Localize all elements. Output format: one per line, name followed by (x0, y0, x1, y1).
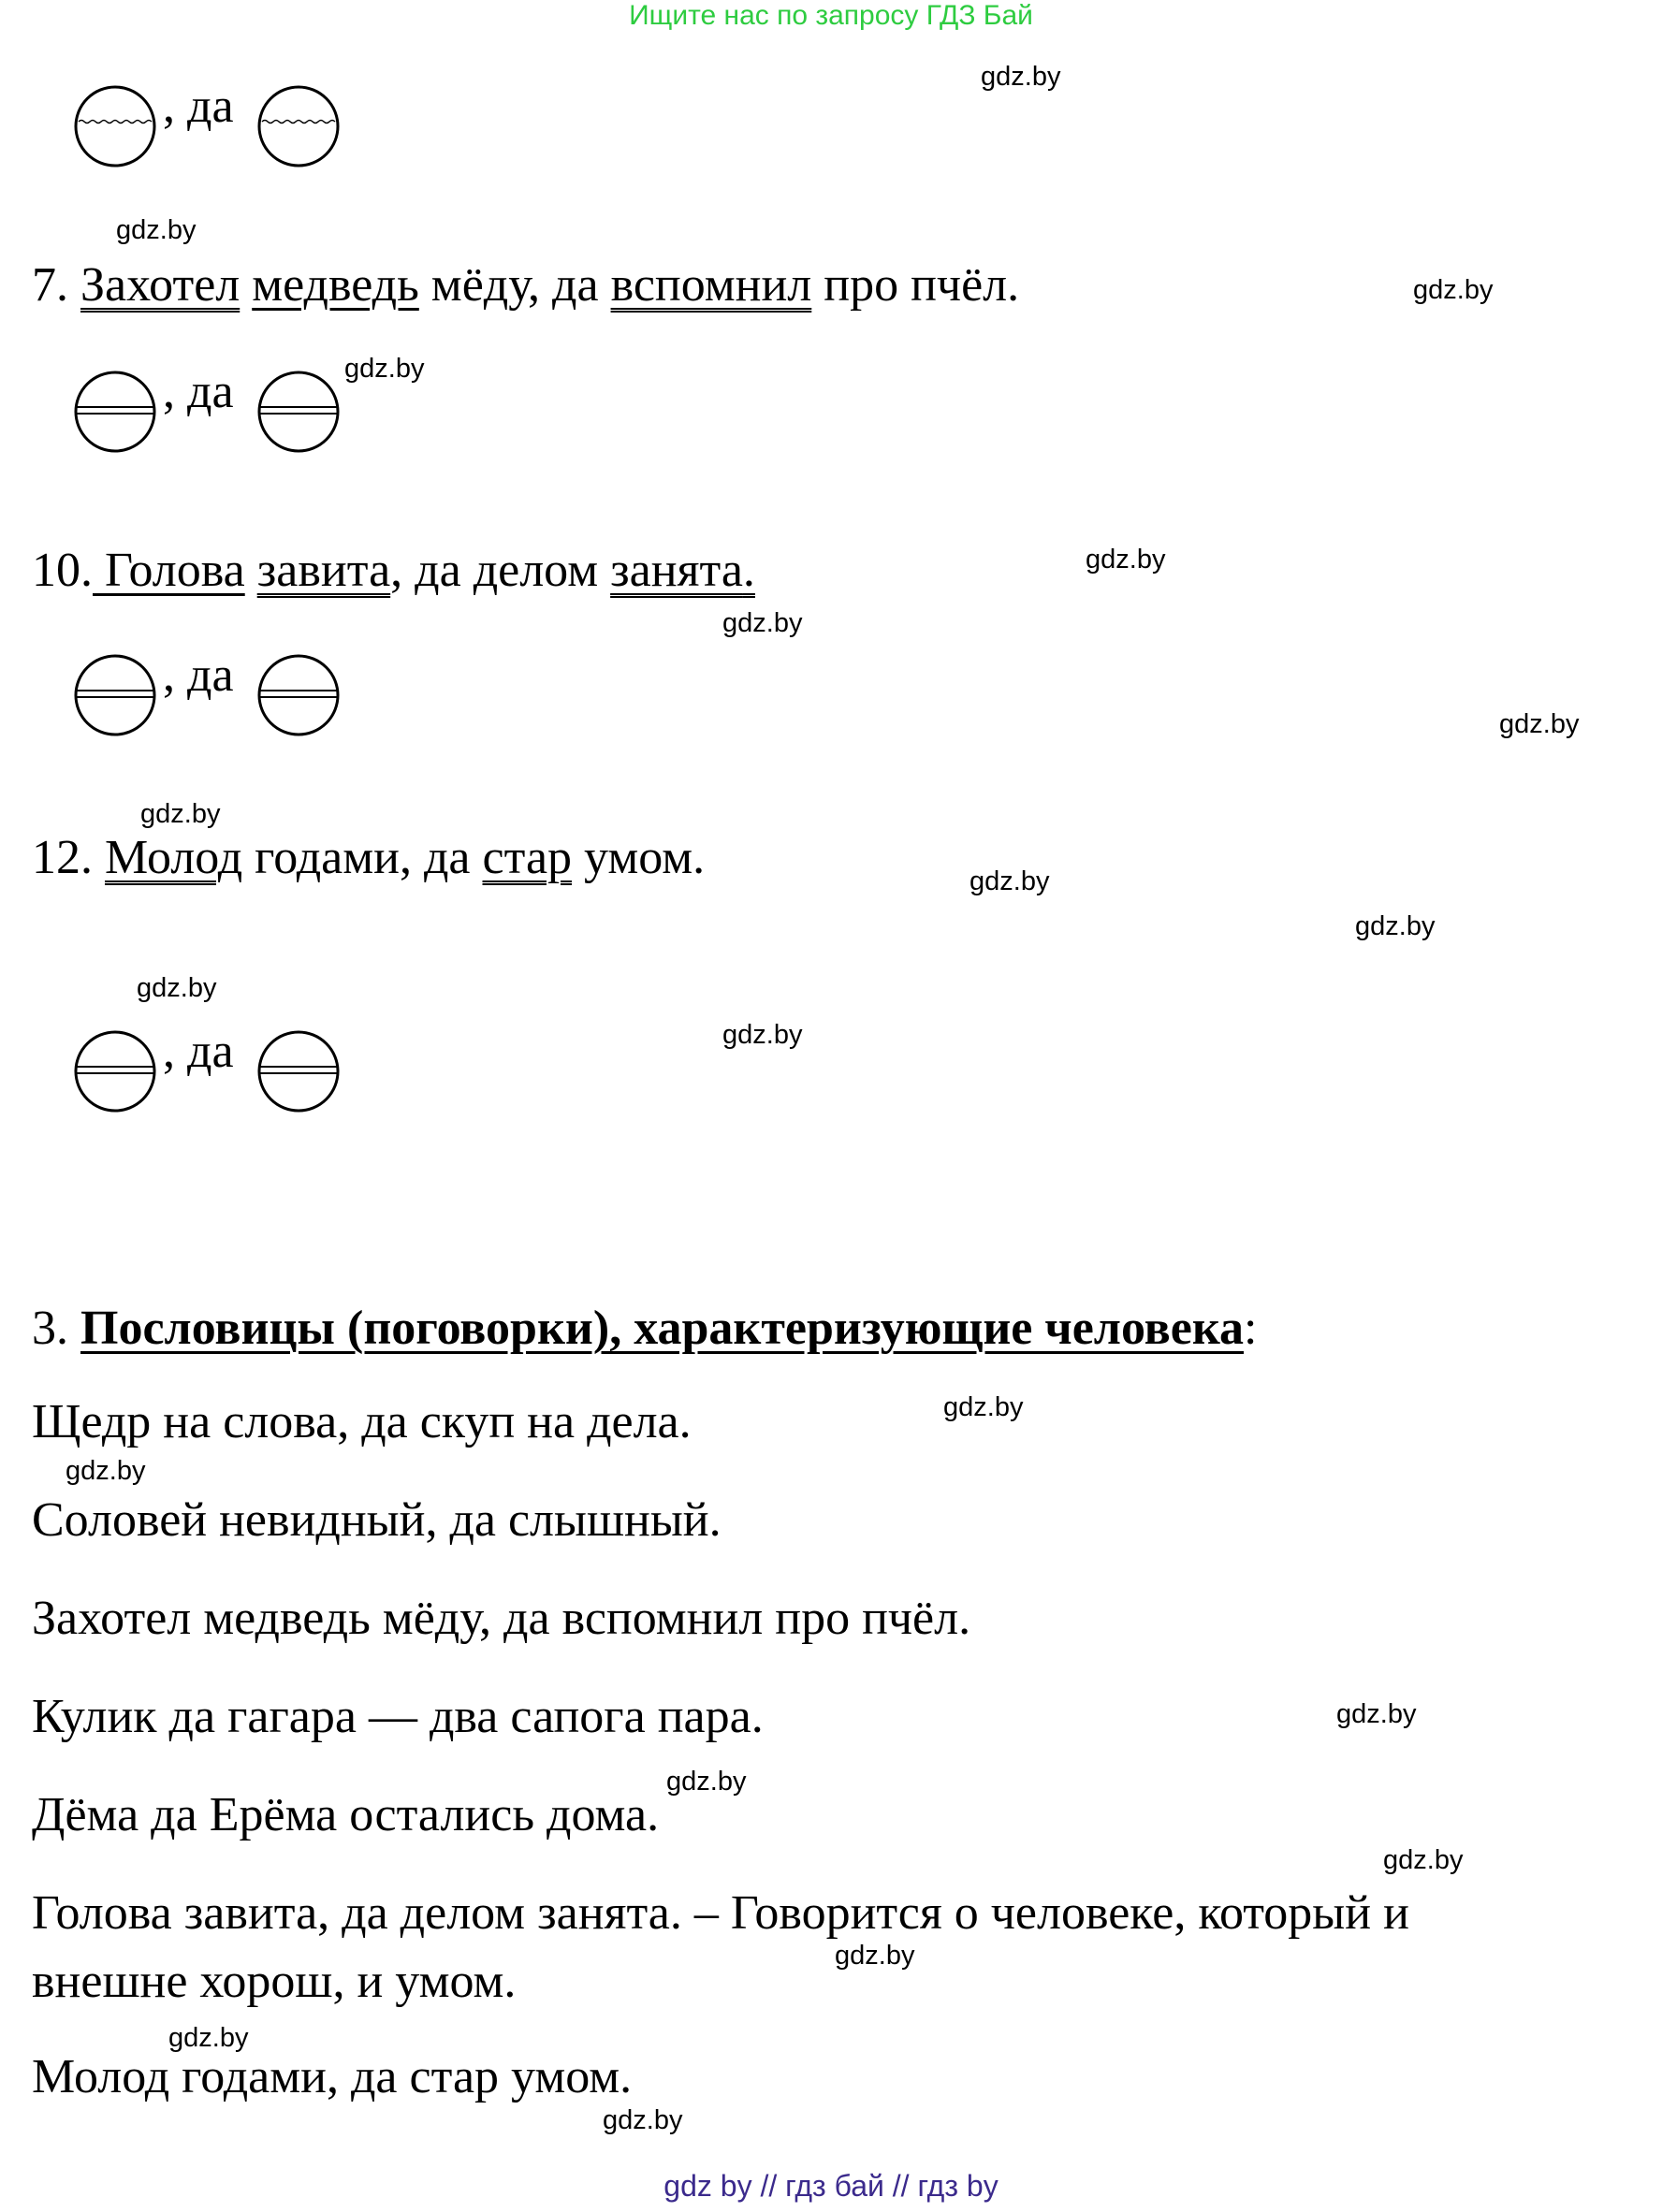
watermark: gdz.by (603, 2105, 683, 2135)
predicate-word: Захотел (80, 258, 241, 312)
section-heading-text: Пословицы (поговорки), характеризующие человека (80, 1302, 1244, 1355)
circle-double-line-icon (73, 1029, 157, 1113)
circle-wavy-icon (73, 84, 157, 168)
watermark: gdz.by (1336, 1699, 1417, 1729)
circle-double-line-icon (256, 1029, 341, 1113)
section-3-heading: 3. Пословицы (поговорки), характеризующие человека: (32, 1302, 1258, 1355)
item-7: 7. Захотел медведь мёду, да вспомнил про пчёл. (32, 258, 1020, 312)
item-12: 12. Молод годами, да стар умом. (32, 831, 706, 884)
subject-word: медведь (252, 258, 419, 312)
watermark: gdz.by (970, 866, 1050, 896)
scheme-double-line (73, 365, 354, 463)
circle-double-line-icon (256, 653, 341, 737)
item-10: 10. Голова завита, да делом занята. (32, 544, 755, 597)
watermark: gdz.by (722, 1020, 803, 1050)
proverb-line: Щедр на слова, да скуп на дела. (32, 1395, 692, 1448)
watermark: gdz.by (943, 1392, 1024, 1422)
watermark: gdz.by (722, 608, 803, 638)
scheme-wavy (73, 80, 354, 178)
watermark: gdz.by (1086, 545, 1166, 575)
watermark: gdz.by (344, 354, 425, 384)
proverb-line: Молод годами, да стар умом. (32, 2050, 633, 2103)
subject-word: Голова (105, 544, 245, 597)
watermark: gdz.by (1413, 275, 1494, 305)
circle-double-line-icon (73, 370, 157, 454)
proverb-line: внешне хорош, и умом. (32, 1955, 517, 2008)
watermark: gdz.by (140, 799, 221, 829)
watermark: gdz.by (1355, 911, 1436, 941)
predicate-word: Молод (105, 831, 243, 884)
footer-links[interactable]: gdz by // гдз бай // гдз by (663, 2169, 999, 2203)
watermark: gdz.by (66, 1456, 146, 1486)
circle-double-line-icon (73, 653, 157, 737)
proverb-line: Голова завита, да делом занята. – Говорится о человеке, который и (32, 1886, 1409, 1940)
scheme-conjunction: , да (163, 365, 234, 418)
predicate-word: стар (482, 831, 573, 884)
scheme-conjunction: , да (163, 80, 234, 133)
proverb-line: Кулик да гагара — два сапога пара. (32, 1690, 764, 1743)
scheme-conjunction: , да (163, 1025, 234, 1078)
watermark: gdz.by (981, 62, 1061, 92)
predicate-word: занята (610, 544, 743, 597)
watermark: gdz.by (666, 1767, 747, 1797)
watermark: gdz.by (1383, 1845, 1464, 1875)
circle-wavy-icon (256, 84, 341, 168)
watermark: gdz.by (1499, 709, 1580, 739)
scheme-conjunction: , да (163, 648, 234, 702)
predicate-word: вспомнил (610, 258, 812, 312)
proverb-line: Дёма да Ерёма остались дома. (32, 1788, 660, 1841)
watermark: gdz.by (168, 2023, 249, 2053)
predicate-word: завита (256, 544, 391, 597)
circle-double-line-icon (256, 370, 341, 454)
proverb-line: Захотел медведь мёду, да вспомнил про пчёл. (32, 1592, 971, 1645)
watermark: gdz.by (116, 215, 197, 245)
proverb-line: Соловей невидный, да слышный. (32, 1493, 722, 1547)
scheme-double-line (73, 648, 354, 747)
top-banner[interactable]: Ищите нас по запросу ГДЗ Бай (629, 0, 1033, 31)
watermark: gdz.by (835, 1941, 915, 1971)
watermark: gdz.by (137, 973, 217, 1003)
scheme-double-line (73, 1025, 354, 1123)
